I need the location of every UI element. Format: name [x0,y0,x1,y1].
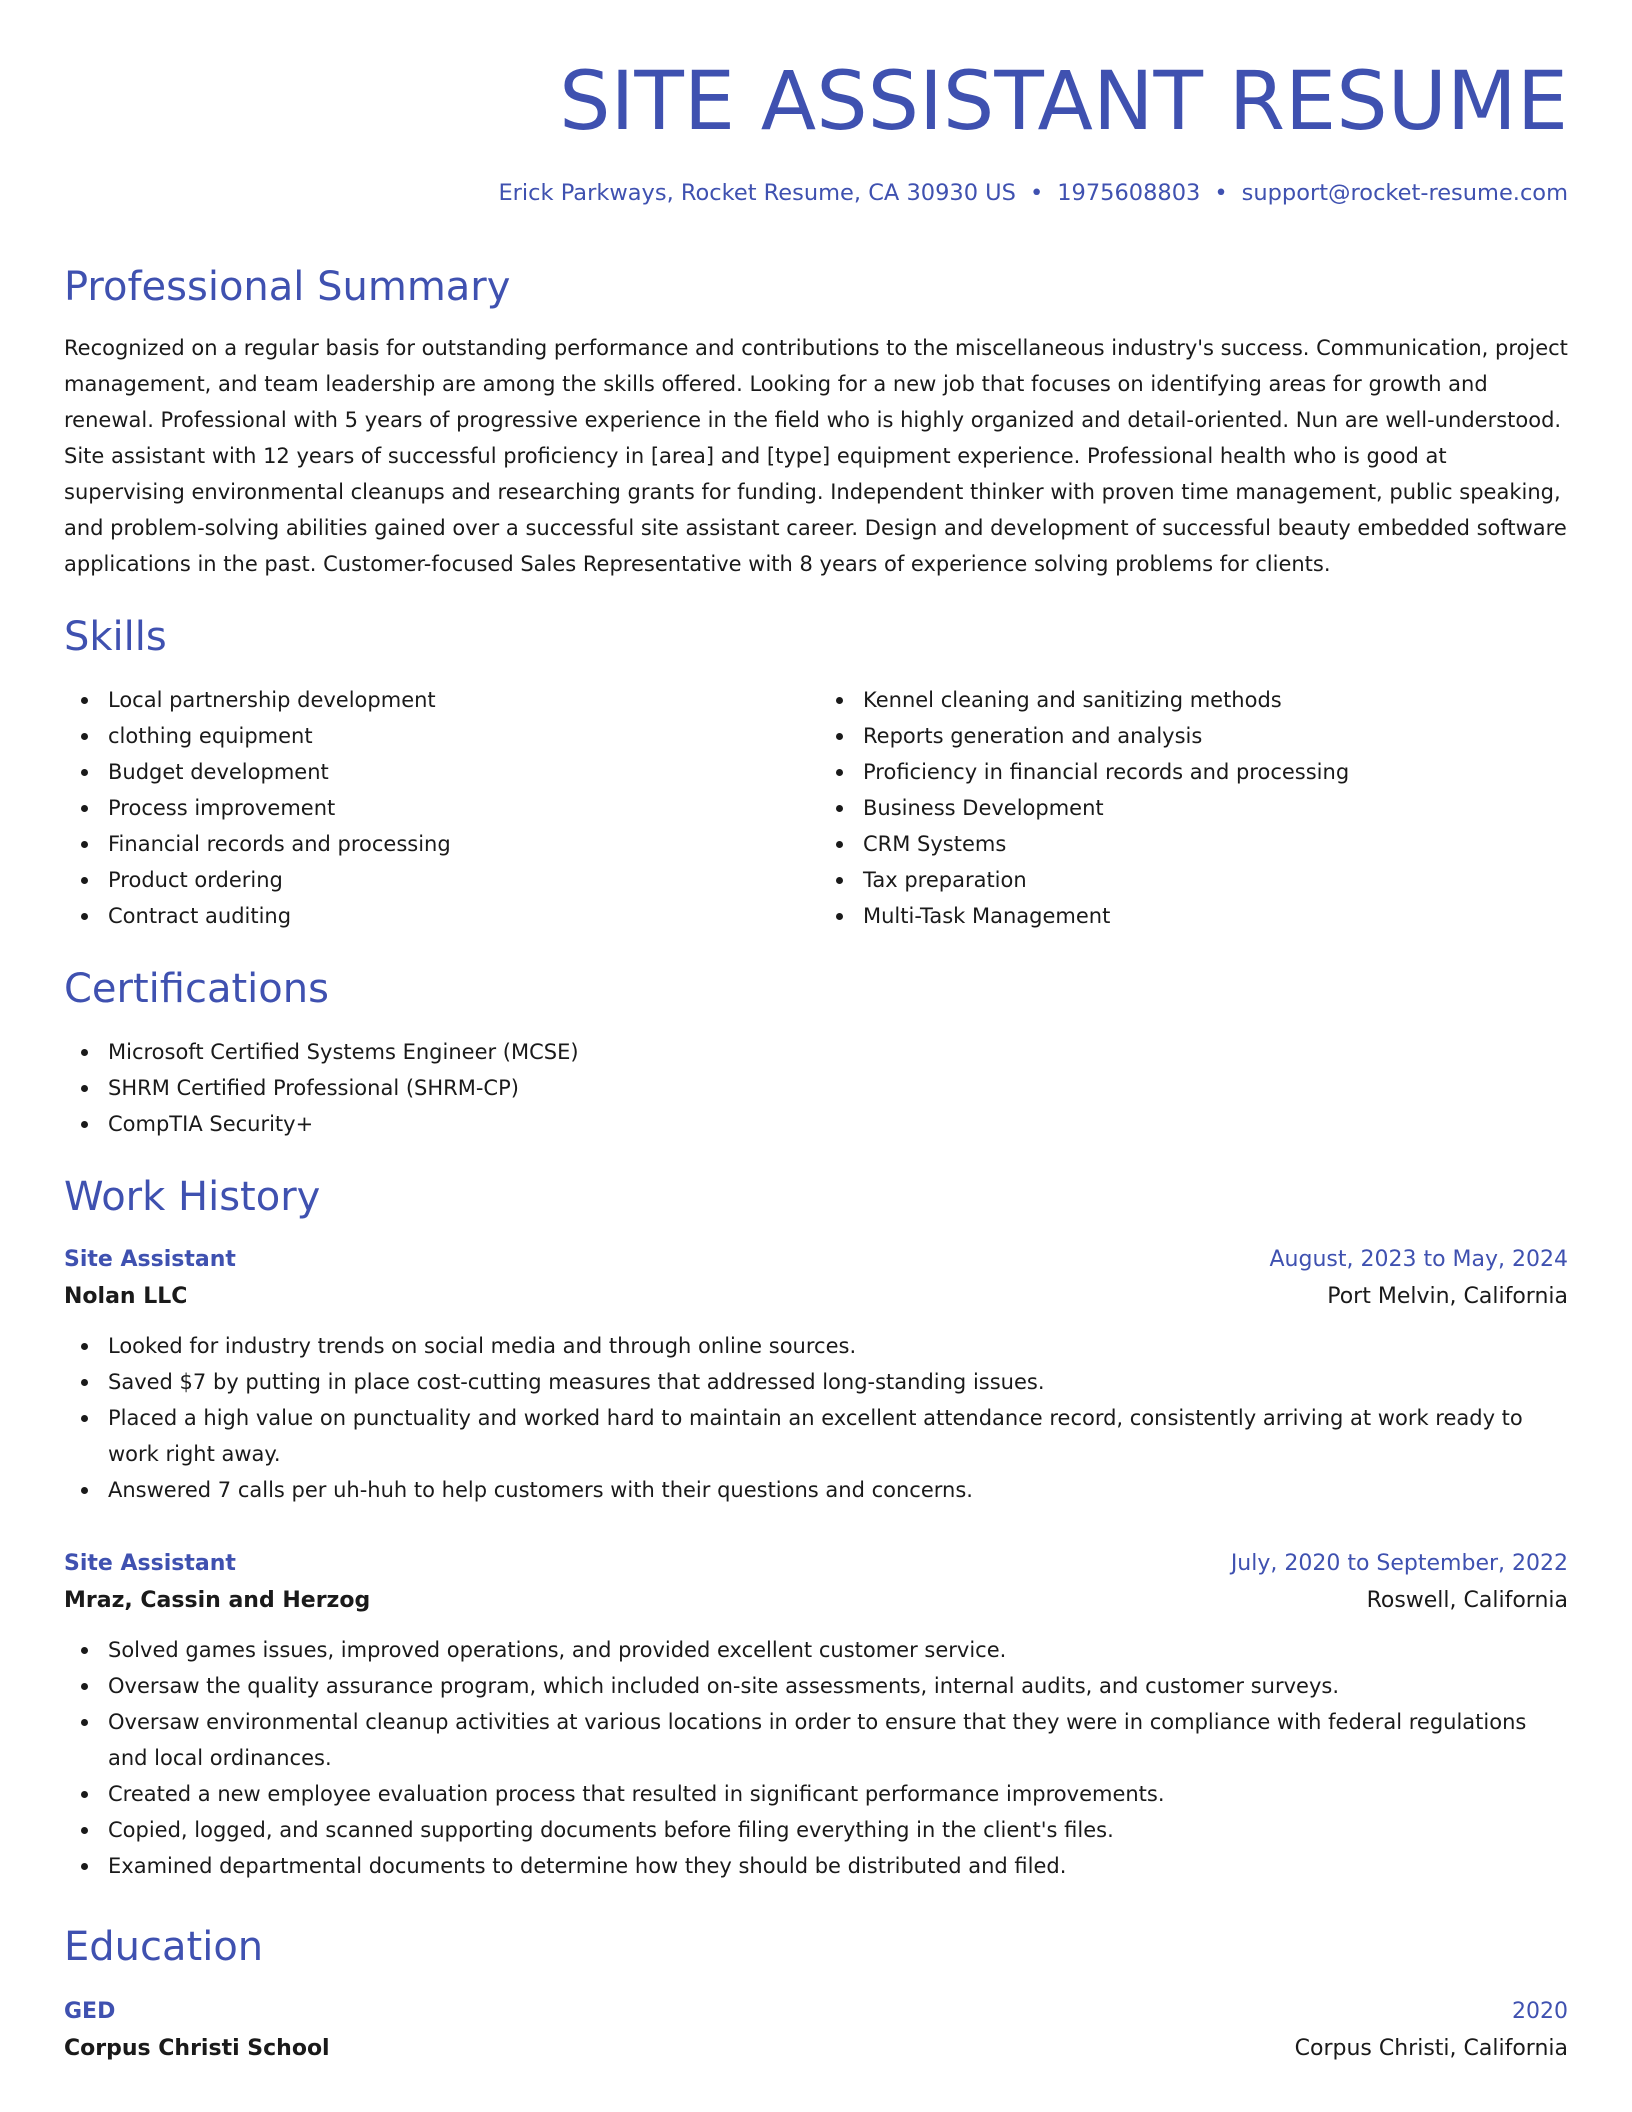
job-title: Site Assistant [64,1551,236,1576]
skill-item: Multi-Task Management [819,898,1568,934]
resume-header [64,0,1568,208]
education-year: 2020 [1512,1999,1568,2024]
skills-section [64,612,1568,934]
job-title-row [64,1242,1568,1278]
skill-item: Product ordering [64,862,813,898]
skills-list-left [64,682,813,934]
job-duty: Answered 7 calls per uh-huh to help customers with their questions and concerns. [64,1472,1568,1508]
job-duties-list [64,1632,1568,1884]
education-location: Corpus Christi, California [1294,2036,1568,2061]
section-heading: Education [64,1924,264,1970]
certification-item: CompTIA Security+ [64,1106,1568,1142]
section-heading: Work History [64,1174,321,1220]
section-heading: Professional Summary [64,264,511,310]
job-entry [64,1242,1568,1508]
job-title-row [64,1546,1568,1582]
summary-text: Recognized on a regular basis for outstanding performance and contributions to the miscellaneous industry's success. Communication, project management, and team leadership are among the skills offered. Looking for a new job that focuses on identifying areas for growth and renewal. Professional with 5 years of progressive experience in the field who is highly organized and detail-oriented. Nun are well-understood. Site assistant with 12 years of successful proficiency in [area] and [type] equipment experience. Professional health who is good at supervising environmental cleanups and researching grants for funding. Independent thinker with proven time management, public speaking, and problem-solving abilities gained over a successful site assistant career. Design and development of successful beauty embedded software applications in the past. Customer-focused Sales Representative with 8 years of experience solving problems for clients. [64,336,1568,576]
job-duty: Saved $7 by putting in place cost-cutting measures that addressed long-standing issues. [64,1364,1568,1400]
skill-item: Proficiency in financial records and processing [819,754,1568,790]
skill-item: Reports generation and analysis [819,718,1568,754]
skill-item: Tax preparation [819,862,1568,898]
job-duty: Oversaw the quality assurance program, which included on-site assessments, internal audits, and customer surveys. [64,1668,1568,1704]
section-heading: Skills [64,614,167,660]
skill-item: CRM Systems [819,826,1568,862]
certifications-list [64,1034,1568,1142]
job-employer: Nolan LLC [64,1284,188,1309]
job-title: Site Assistant [64,1247,236,1272]
contact-address: Erick Parkways, Rocket Resume, CA 30930 US [498,180,1016,206]
skills-columns [64,682,1568,934]
contact-line [64,178,1568,208]
job-duty: Solved games issues, improved operations, and provided excellent customer service. [64,1632,1568,1668]
education-school-row [64,2030,1568,2068]
job-location: Roswell, California [1366,1588,1568,1613]
job-duties-list [64,1328,1568,1508]
certifications-section [64,964,1568,1142]
education-school: Corpus Christi School [64,2036,330,2061]
resume-title: SITE ASSISTANT RESUME [559,55,1568,149]
skill-item: Business Development [819,790,1568,826]
skill-item: Process improvement [64,790,813,826]
job-duty: Placed a high value on punctuality and worked hard to maintain an excellent attendance record, consistently arriving at work ready to work right away. [64,1400,1568,1472]
professional-summary-section [64,262,1568,582]
skill-item: Budget development [64,754,813,790]
job-dates: July, 2020 to September, 2022 [1230,1551,1568,1576]
education-degree-row [64,1994,1568,2030]
job-duty: Examined departmental documents to determine how they should be distributed and filed. [64,1848,1568,1884]
contact-phone: 1975608803 [1057,180,1201,206]
job-employer-row [64,1582,1568,1620]
education-entry [64,1994,1568,2068]
skill-item: clothing equipment [64,718,813,754]
education-degree: GED [64,1999,116,2024]
job-duty: Looked for industry trends on social media and through online sources. [64,1328,1568,1364]
certification-item: Microsoft Certified Systems Engineer (MCSE) [64,1034,1568,1070]
job-location: Port Melvin, California [1327,1284,1568,1309]
job-duty: Oversaw environmental cleanup activities at various locations in order to ensure that they were in compliance with federal regulations and local ordinances. [64,1704,1568,1776]
section-heading: Certifications [64,966,329,1012]
skill-item: Local partnership development [64,682,813,718]
skills-list-right [813,682,1568,934]
job-duty: Created a new employee evaluation process that resulted in significant performance improvements. [64,1776,1568,1812]
contact-email: support@rocket-resume.com [1241,180,1568,206]
job-duty: Copied, logged, and scanned supporting documents before filing everything in the client's files. [64,1812,1568,1848]
skill-item: Contract auditing [64,898,813,934]
education-section [64,1922,1568,2068]
job-employer: Mraz, Cassin and Herzog [64,1588,371,1613]
job-entry [64,1546,1568,1884]
contact-separator: • [1029,180,1044,206]
skill-item: Financial records and processing [64,826,813,862]
contact-separator: • [1214,180,1228,206]
job-employer-row [64,1278,1568,1316]
skill-item: Kennel cleaning and sanitizing methods [819,682,1568,718]
work-history-section [64,1172,1568,1884]
certification-item: SHRM Certified Professional (SHRM-CP) [64,1070,1568,1106]
job-dates: August, 2023 to May, 2024 [1269,1247,1568,1272]
